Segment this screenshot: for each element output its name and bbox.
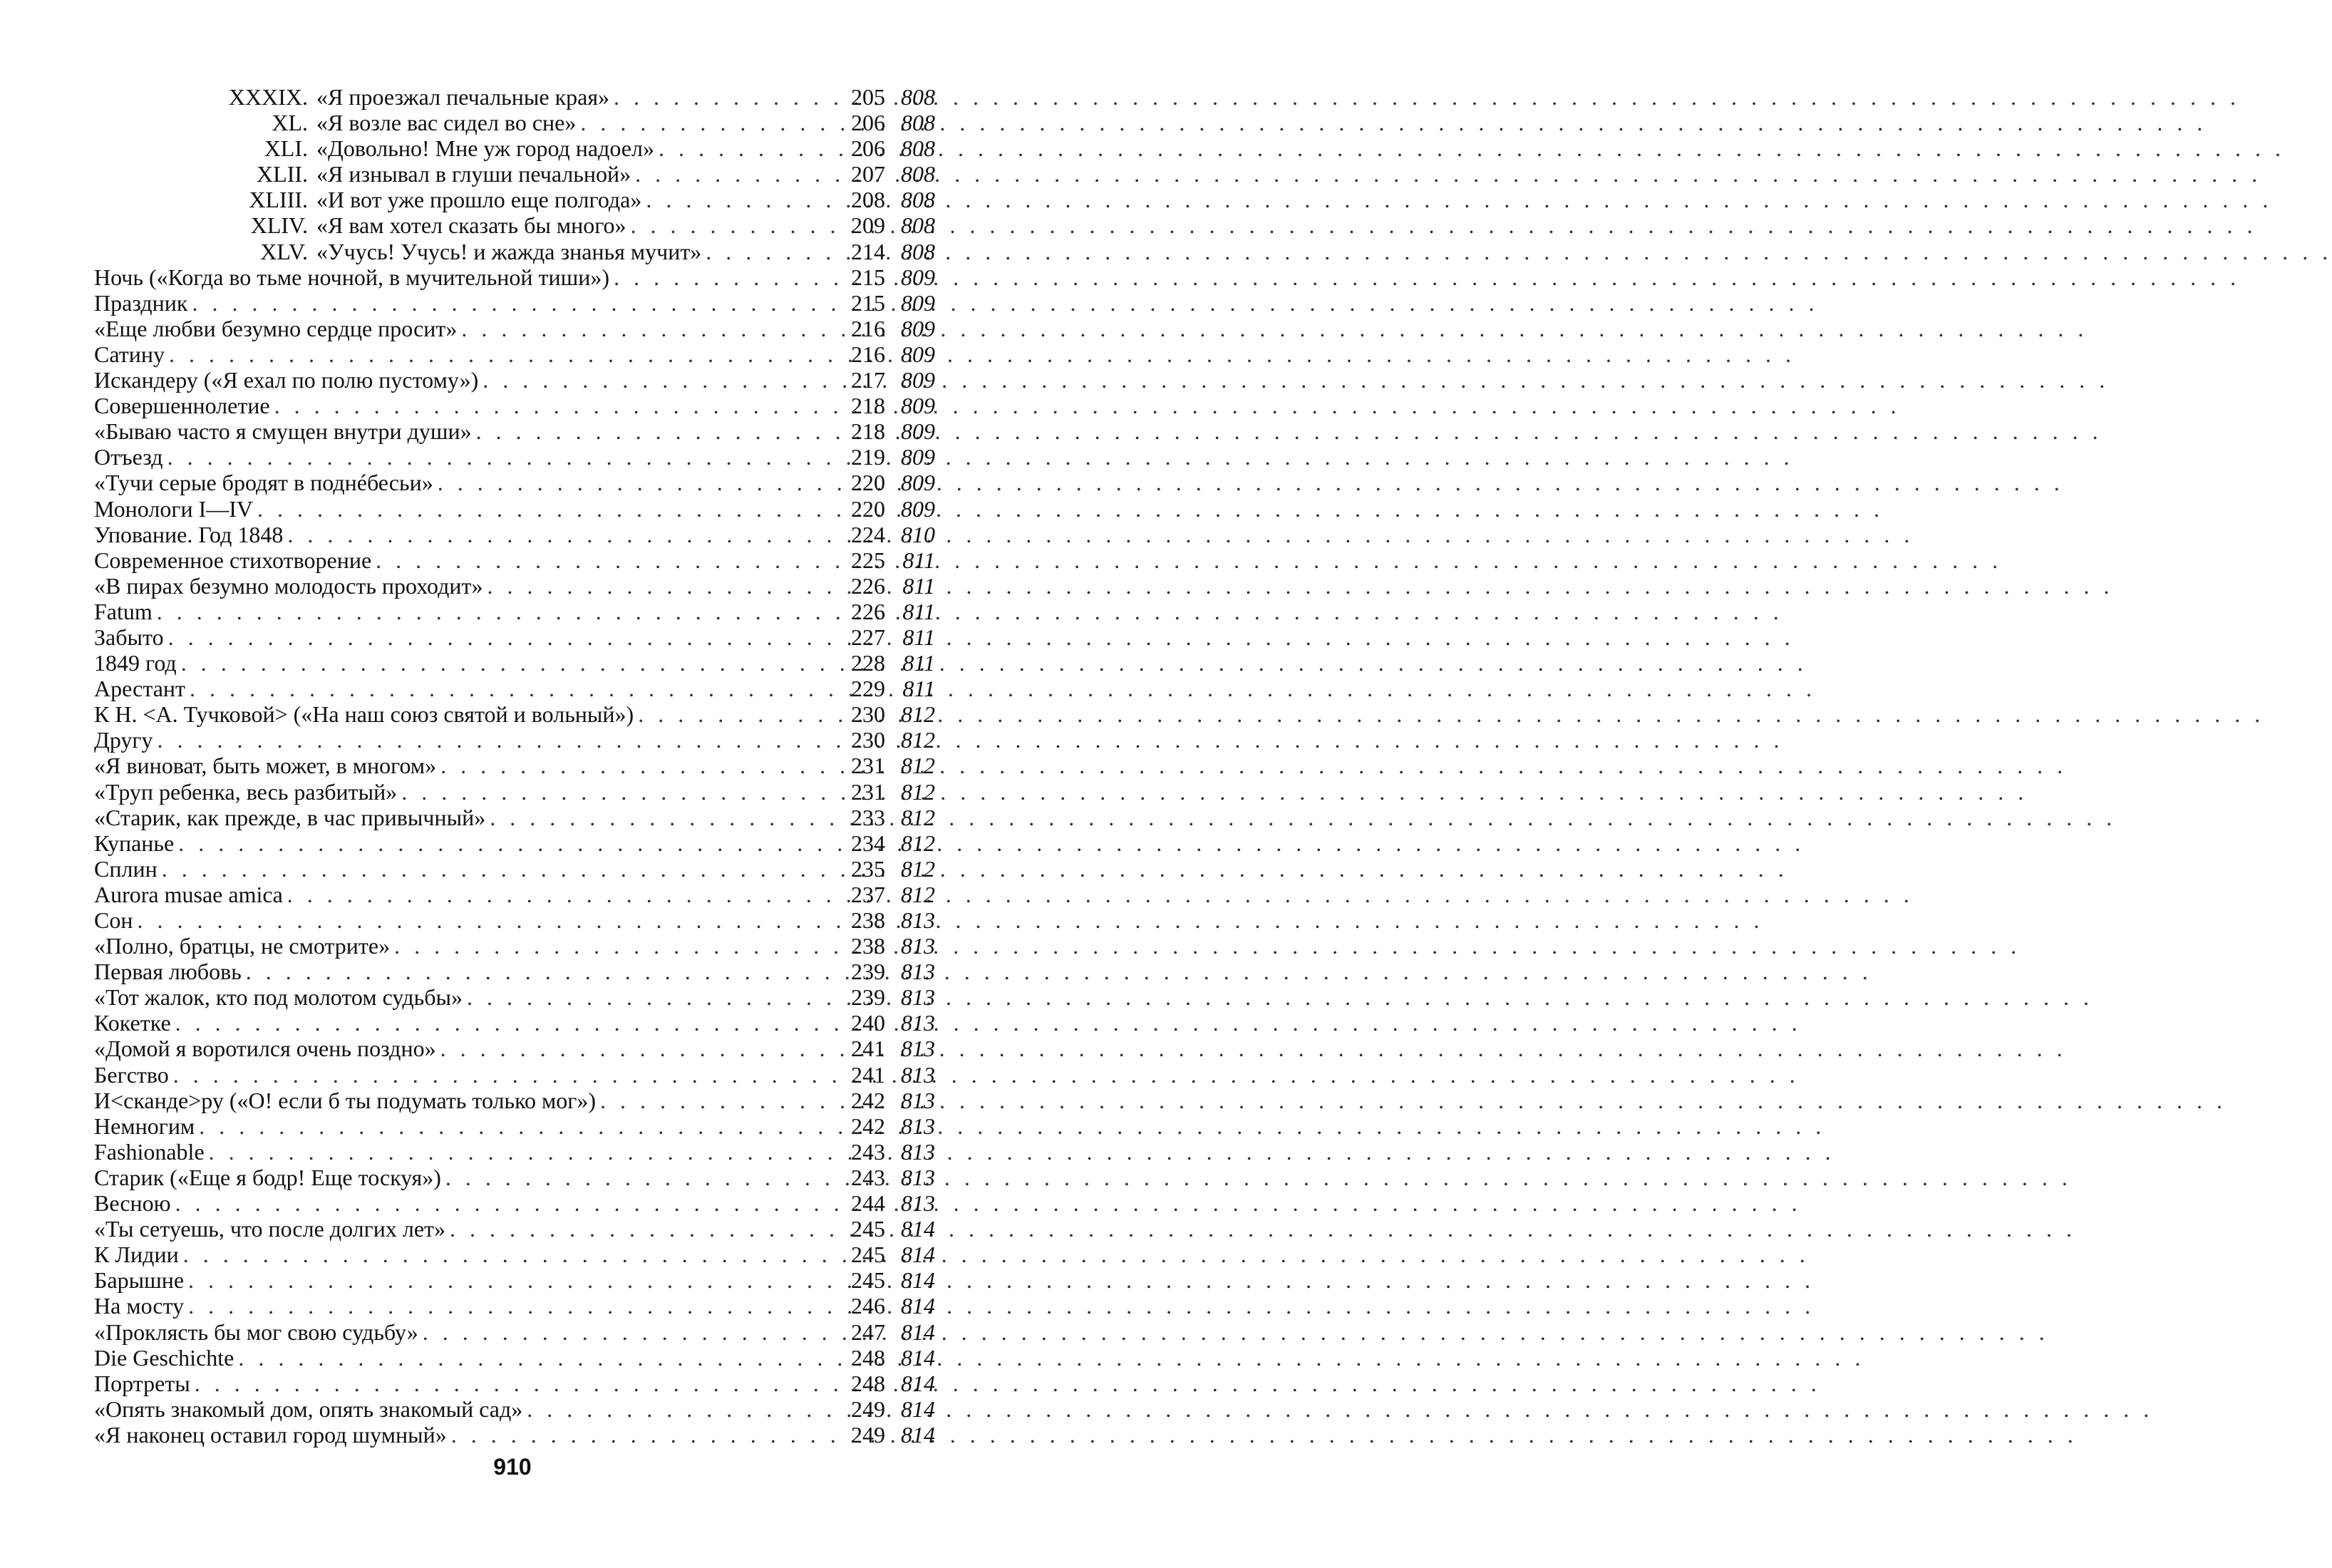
entry-page: 207	[851, 161, 885, 187]
entry-title: Старик («Еще я бодр! Еще тоскуя»)	[94, 1164, 441, 1190]
entry-page: 243	[851, 1138, 885, 1165]
toc-entry	[94, 290, 935, 316]
entry-title: «Ты сетуешь, что после долгих лет»	[94, 1216, 446, 1242]
toc-entry	[94, 676, 935, 701]
entry-title: «В пирах безумно молодость проходит»	[94, 572, 483, 599]
entry-title: Современное стихотворение	[94, 547, 372, 573]
toc-entry	[94, 1293, 935, 1319]
entry-page: 206	[851, 110, 885, 136]
entry-title: «Учусь! Учусь! и жажда знанья мучит»	[316, 238, 702, 264]
entry-note-page: 812	[901, 804, 935, 830]
dot-leader	[183, 1242, 840, 1267]
dot-leader	[376, 547, 840, 573]
entry-title: Немногим	[94, 1113, 195, 1139]
entry-note-page: 814	[901, 1344, 935, 1371]
entry-note-page: 812	[901, 830, 935, 856]
entry-page: 241	[851, 1061, 885, 1088]
toc-entry	[94, 341, 935, 367]
entry-page: 244	[851, 1190, 885, 1217]
entry-title: Портреты	[94, 1370, 190, 1396]
entry-title: «Довольно! Мне уж город надоел»	[316, 135, 654, 162]
entry-title: Праздник	[94, 289, 188, 316]
entry-title: Совершеннолетие	[94, 393, 270, 419]
entry-page: 239	[851, 959, 885, 985]
entry-title: «Тучи серые бродят в поднéбесьи»	[94, 470, 433, 496]
entry-note-page: 808	[901, 84, 935, 110]
entry-page: 241	[851, 1036, 885, 1062]
entry-page: 214	[851, 238, 885, 264]
entry-page: 218	[851, 393, 885, 419]
entry-title: Бегство	[94, 1061, 169, 1088]
entry-note-page: 809	[901, 444, 935, 470]
toc-entry	[94, 1396, 935, 1422]
dot-leader	[483, 367, 840, 393]
entry-page: 233	[851, 804, 885, 830]
toc-entry	[94, 984, 935, 1010]
toc-entry	[94, 1190, 935, 1216]
entry-note-page: 812	[901, 753, 935, 779]
entry-page: 245	[851, 1267, 885, 1294]
dot-leader	[238, 1345, 840, 1371]
toc-entry	[94, 522, 935, 547]
entry-note-page: 813	[901, 1036, 935, 1062]
toc-entry	[94, 1165, 935, 1190]
toc-entry	[94, 1036, 935, 1061]
entry-title: Кокетке	[94, 1010, 171, 1036]
entry-note-page: 808	[901, 110, 935, 136]
entry-note-page: 813	[901, 1061, 935, 1088]
dot-leader	[487, 573, 840, 599]
entry-note-page: 809	[901, 470, 935, 496]
page-number: 910	[493, 1454, 532, 1480]
entry-page: 226	[851, 572, 885, 599]
toc-entry	[94, 367, 935, 393]
entry-page: 240	[851, 1010, 885, 1036]
dot-leader	[614, 264, 840, 290]
entry-note-page: 811	[902, 598, 935, 624]
toc-entry	[94, 1345, 935, 1371]
entry-title: 1849 год	[94, 650, 177, 676]
entry-note-page: 813	[901, 984, 935, 1011]
toc-entry	[94, 1371, 935, 1396]
entry-note-page: 809	[901, 418, 935, 445]
dot-leader	[646, 187, 840, 212]
toc-entry	[94, 650, 935, 676]
entry-note-page: 809	[901, 289, 935, 316]
entry-title: «Опять знакомый дом, опять знакомый сад»	[94, 1396, 523, 1422]
entry-note-page: 811	[902, 547, 935, 573]
entry-title: На мосту	[94, 1293, 185, 1319]
entry-page: 249	[851, 1421, 885, 1448]
entry-note-page: 812	[901, 855, 935, 882]
entry-title: Купанье	[94, 830, 175, 856]
entry-title: «И вот уже прошло еще полгода»	[316, 187, 642, 213]
dot-leader	[490, 805, 840, 830]
entry-page: 215	[851, 289, 885, 316]
entry-number: XLI.	[264, 135, 308, 162]
toc-entry	[94, 316, 935, 341]
entry-page: 238	[851, 933, 885, 959]
toc-entry	[94, 418, 935, 444]
entry-page: 242	[851, 1113, 885, 1139]
entry-title: Сон	[94, 907, 133, 933]
dot-leader	[173, 1062, 840, 1088]
entry-title: «Еще любви безумно сердце просит»	[94, 315, 458, 341]
dot-leader	[450, 1216, 840, 1242]
entry-page: 237	[851, 881, 885, 907]
entry-title: Aurora musae amica	[94, 881, 283, 907]
entry-title: Другу	[94, 727, 153, 753]
dot-leader	[445, 1165, 840, 1190]
dot-leader	[195, 1371, 840, 1396]
entry-note-page: 814	[901, 1319, 935, 1345]
entry-note-page: 810	[901, 521, 935, 547]
entry-note-page: 809	[901, 264, 935, 290]
dot-leader	[631, 212, 840, 238]
entry-title: Монологи I—IV	[94, 495, 253, 522]
toc-entry	[94, 1422, 935, 1448]
entry-note-page: 811	[902, 676, 935, 702]
dot-leader	[440, 753, 840, 778]
entry-note-page: 808	[901, 238, 935, 264]
entry-page: 217	[851, 367, 885, 393]
toc-entry	[94, 547, 935, 573]
dot-leader	[706, 239, 840, 264]
entry-page: 231	[851, 778, 885, 805]
toc-entry	[94, 84, 935, 110]
entry-title: Fatum	[94, 598, 153, 624]
entry-title: «Проклясть бы мог свою судьбу»	[94, 1319, 418, 1345]
entry-note-page: 813	[901, 907, 935, 933]
entry-title: Fashionable	[94, 1138, 205, 1165]
dot-leader	[199, 1113, 840, 1139]
entry-page: 219	[851, 444, 885, 470]
entry-note-page: 814	[901, 1293, 935, 1319]
entry-page: 226	[851, 598, 885, 624]
entry-page: 246	[851, 1293, 885, 1319]
entry-title: «Я проезжал печальные края»	[316, 84, 610, 110]
dot-leader	[169, 341, 840, 367]
entry-page: 216	[851, 341, 885, 367]
entry-page: 245	[851, 1216, 885, 1242]
entry-page: 227	[851, 624, 885, 650]
entry-page: 245	[851, 1242, 885, 1268]
entry-note-page: 808	[901, 212, 935, 239]
dot-leader	[167, 444, 840, 470]
entry-note-page: 813	[901, 1164, 935, 1190]
toc-entry	[94, 1139, 935, 1165]
entry-note-page: 814	[901, 1216, 935, 1242]
entry-page: 205	[851, 84, 885, 110]
dot-leader	[192, 290, 840, 316]
entry-note-page: 813	[901, 1087, 935, 1113]
entry-title: Весною	[94, 1190, 171, 1217]
entry-note-page: 811	[902, 572, 935, 599]
toc-entry	[94, 1113, 935, 1139]
entry-note-page: 814	[901, 1242, 935, 1268]
dot-leader	[638, 701, 840, 727]
dot-leader	[168, 624, 840, 650]
entry-number: XL.	[272, 110, 308, 136]
entry-page: 216	[851, 315, 885, 341]
entry-page: 208	[851, 187, 885, 213]
toc-entry	[94, 444, 935, 470]
entry-page: 235	[851, 855, 885, 882]
entry-note-page: 813	[901, 1010, 935, 1036]
dot-leader	[162, 856, 840, 882]
toc-entry	[94, 753, 935, 778]
dot-leader	[257, 496, 840, 522]
entry-note-page: 809	[901, 315, 935, 341]
entry-page: 225	[851, 547, 885, 573]
entry-note-page: 809	[901, 341, 935, 367]
entry-number: XLV.	[260, 238, 308, 264]
dot-leader	[467, 984, 840, 1010]
entry-note-page: 814	[901, 1396, 935, 1422]
entry-page: 206	[851, 135, 885, 162]
dot-leader	[461, 316, 840, 341]
entry-title: «Я виноват, быть может, в многом»	[94, 753, 437, 779]
toc-entry	[94, 1319, 935, 1345]
entry-number: XLIII.	[249, 187, 308, 213]
entry-page: 248	[851, 1370, 885, 1396]
entry-page: 229	[851, 676, 885, 702]
entry-title: Ночь («Когда во тьме ночной, в мучительной тиши»)	[94, 264, 610, 290]
entry-note-page: 813	[901, 1190, 935, 1217]
entry-title: «Полно, братцы, не смотрите»	[94, 933, 391, 959]
dot-leader	[287, 882, 840, 907]
toc-entry	[94, 496, 935, 522]
entry-title: Сатину	[94, 341, 165, 367]
entry-page: 242	[851, 1087, 885, 1113]
entry-title: И<сканде>ру («О! если б ты подумать только мог»)	[94, 1087, 597, 1113]
entry-note-page: 814	[901, 1421, 935, 1448]
dot-leader	[580, 110, 840, 135]
entry-page: 224	[851, 521, 885, 547]
entry-title: «Я изнывал в глуши печальной»	[316, 161, 631, 187]
toc-entry	[94, 1088, 935, 1113]
entry-title: «Я возле вас сидел во сне»	[316, 110, 577, 136]
toc-entry	[94, 187, 935, 212]
toc-entry	[94, 933, 935, 959]
entry-note-page: 814	[901, 1267, 935, 1294]
toc-entry	[94, 264, 935, 290]
table-of-contents	[94, 84, 935, 1448]
entry-note-page: 811	[902, 624, 935, 650]
entry-title: Первая любовь	[94, 959, 242, 985]
entry-note-page: 812	[901, 701, 935, 728]
entry-title: Арестант	[94, 676, 185, 702]
entry-note-page: 808	[901, 187, 935, 213]
dot-leader	[137, 907, 840, 933]
toc-entry	[94, 701, 935, 727]
dot-leader	[175, 1010, 840, 1036]
dot-leader	[287, 522, 840, 547]
entry-title: «Тот жалок, кто под молотом судьбы»	[94, 984, 463, 1011]
entry-page: 243	[851, 1164, 885, 1190]
entry-title: Отъезд	[94, 444, 163, 470]
toc-entry	[94, 830, 935, 856]
entry-page: 239	[851, 984, 885, 1011]
entry-page: 231	[851, 753, 885, 779]
toc-entry	[94, 1062, 935, 1088]
dot-leader	[440, 1036, 840, 1061]
entry-title: Барышне	[94, 1267, 185, 1294]
entry-note-page: 811	[902, 650, 935, 676]
entry-title: «Домой я воротился очень поздно»	[94, 1036, 436, 1062]
entry-note-page: 813	[901, 1138, 935, 1165]
entry-page: 218	[851, 418, 885, 445]
toc-entry	[94, 805, 935, 830]
toc-entry	[94, 1242, 935, 1267]
toc-entry	[94, 161, 935, 187]
entry-page: 238	[851, 907, 885, 933]
dot-leader	[635, 161, 840, 187]
entry-page: 220	[851, 495, 885, 522]
dot-leader	[423, 1319, 840, 1345]
dot-leader	[178, 830, 840, 856]
entry-number: XLIV.	[250, 212, 308, 239]
entry-page: 230	[851, 701, 885, 728]
entry-title: «Старик, как прежде, в час привычный»	[94, 804, 486, 830]
dot-leader	[451, 1422, 840, 1448]
dot-leader	[614, 84, 840, 110]
toc-entry	[94, 239, 935, 264]
entry-note-page: 809	[901, 393, 935, 419]
entry-page: 220	[851, 470, 885, 496]
toc-entry	[94, 624, 935, 650]
entry-title: Искандеру («Я ехал по полю пустому»)	[94, 367, 479, 393]
toc-entry	[94, 779, 935, 805]
entry-title: Сплин	[94, 855, 158, 882]
toc-entry	[94, 470, 935, 495]
dot-leader	[527, 1396, 840, 1422]
toc-entry	[94, 882, 935, 907]
entry-number: XLII.	[257, 161, 308, 187]
toc-entry	[94, 856, 935, 882]
dot-leader	[175, 1190, 840, 1216]
entry-note-page: 812	[901, 881, 935, 907]
dot-leader	[158, 727, 840, 753]
dot-leader	[274, 393, 840, 418]
entry-number: XXXIX.	[228, 84, 308, 110]
dot-leader	[188, 1293, 840, 1319]
entry-note-page: 809	[901, 367, 935, 393]
entry-title: К Лидии	[94, 1242, 179, 1268]
dot-leader	[188, 1267, 840, 1293]
entry-note-page: 809	[901, 495, 935, 522]
dot-leader	[600, 1088, 840, 1113]
entry-page: 248	[851, 1344, 885, 1371]
entry-note-page: 808	[901, 135, 935, 162]
dot-leader	[659, 135, 840, 161]
entry-note-page: 808	[901, 161, 935, 187]
dot-leader	[476, 418, 840, 444]
dot-leader	[209, 1139, 840, 1165]
dot-leader	[401, 779, 840, 805]
entry-title: Забыто	[94, 624, 164, 650]
dot-leader	[246, 959, 840, 984]
entry-title: «Бываю часто я смущен внутри души»	[94, 418, 472, 445]
entry-page: 228	[851, 650, 885, 676]
entry-note-page: 812	[901, 727, 935, 753]
dot-leader	[157, 599, 840, 624]
toc-entry	[94, 212, 935, 238]
entry-page: 234	[851, 830, 885, 856]
toc-entry	[94, 727, 935, 753]
toc-entry	[94, 1267, 935, 1293]
entry-page: 209	[851, 212, 885, 239]
entry-note-page: 814	[901, 1370, 935, 1396]
entry-title: Die Geschichte	[94, 1344, 234, 1371]
toc-entry	[94, 393, 935, 418]
entry-note-page: 812	[901, 778, 935, 805]
entry-page: 215	[851, 264, 885, 290]
entry-page: 247	[851, 1319, 885, 1345]
toc-entry	[94, 599, 935, 624]
entry-title: К Н. <А. Тучковой> («На наш союз святой и вольный»)	[94, 701, 634, 728]
toc-entry	[94, 1010, 935, 1036]
entry-note-page: 813	[901, 933, 935, 959]
entry-title: «Я вам хотел сказать бы много»	[316, 212, 626, 239]
dot-leader	[438, 470, 840, 495]
toc-entry	[94, 959, 935, 984]
entry-title: «Труп ребенка, весь разбитый»	[94, 778, 398, 805]
entry-note-page: 813	[901, 1113, 935, 1139]
toc-entry	[94, 110, 935, 135]
dot-leader	[190, 676, 840, 701]
entry-page: 249	[851, 1396, 885, 1422]
entry-note-page: 813	[901, 959, 935, 985]
entry-title: Упование. Год 1848	[94, 521, 284, 547]
toc-entry	[94, 135, 935, 161]
entry-page: 230	[851, 727, 885, 753]
toc-entry	[94, 907, 935, 933]
entry-title: «Я наконец оставил город шумный»	[94, 1421, 447, 1448]
dot-leader	[181, 650, 840, 676]
dot-leader	[394, 933, 840, 959]
toc-entry	[94, 1216, 935, 1242]
toc-entry	[94, 573, 935, 599]
